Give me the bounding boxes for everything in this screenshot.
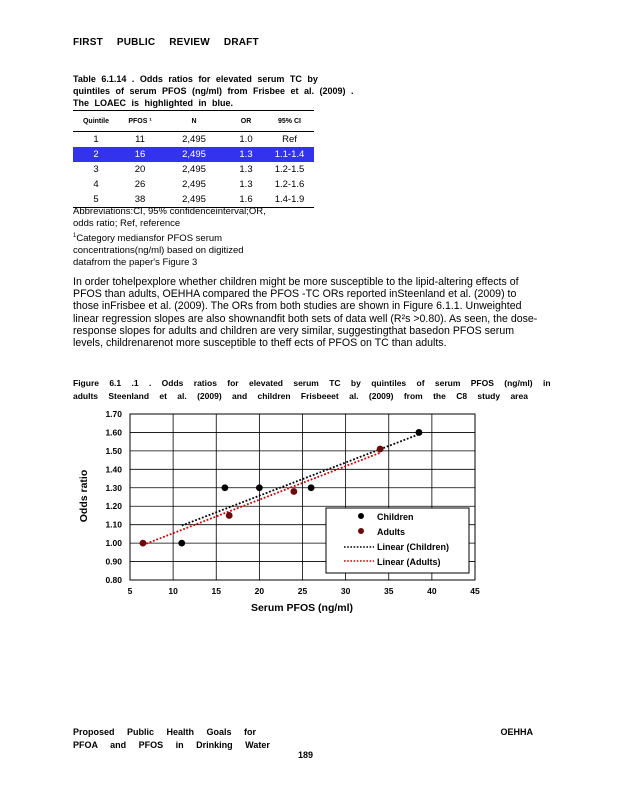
table-abbreviations bbox=[73, 206, 303, 269]
y-tick-label: 1.70 bbox=[105, 409, 122, 419]
body-paragraph: In order tohelpexplore whether children might be more susceptible to the lipid-altering effects of PFOS than adults, OEHHA compared the PFOS -TC ORs reported inSteenland et al. (2009) to those inFrisbee et al. (2009). The ORs from both studies are shown in Figure 6.1.1. Unweighted linear regression slopes are also shownandfit both sets of data well (R²s >0.80). As seen, the dose-response slopes for adults and children are very similar, suggestingthat basedon PFOS serum levels, childrenarenot more susceptible to theff ects of PFOS on TC than adults. bbox=[73, 276, 538, 350]
table-cell: Ref bbox=[282, 134, 297, 145]
legend-label-linear-adults: Linear (Adults) bbox=[377, 557, 441, 567]
column-header: Quintile bbox=[73, 111, 119, 132]
figure-caption-line: adults Steenland et al. (2009) and children Frisbeeet al. (2009) from the C8 study area bbox=[73, 391, 528, 401]
legend-marker-children bbox=[358, 513, 364, 519]
abbreviation-line: odds ratio; Ref, reference bbox=[73, 218, 181, 229]
x-tick-label: 20 bbox=[254, 586, 265, 596]
table-cell: 1.3 bbox=[239, 179, 253, 190]
footer-left-line: Proposed Public Health Goals for bbox=[73, 727, 257, 737]
table-row bbox=[73, 132, 314, 148]
table-row bbox=[73, 162, 314, 177]
footnote-marker: 1 bbox=[73, 233, 77, 239]
data-point-adults bbox=[290, 488, 297, 495]
table-cell: 1.1-1.4 bbox=[265, 147, 314, 162]
legend-label-adults: Adults bbox=[377, 527, 405, 537]
chart-legend bbox=[326, 508, 469, 573]
y-tick-label: 1.30 bbox=[105, 482, 122, 493]
table-header-row bbox=[73, 111, 314, 132]
data-point-children bbox=[221, 484, 228, 491]
abbreviation-line: concentrations(ng/ml) based on digitized bbox=[73, 245, 244, 257]
table-caption-line: quintiles of serum PFOS (ng/ml) from Frisbee et al. (2009) . bbox=[73, 86, 354, 96]
table-cell: 1 bbox=[93, 134, 99, 145]
table-cell: 3 bbox=[93, 164, 99, 175]
table-caption-line: Table 6.1.14 . Odds ratios for elevated serum TC by bbox=[73, 74, 318, 84]
column-header: N bbox=[161, 111, 227, 132]
table-row bbox=[73, 177, 314, 192]
column-header: OR bbox=[227, 111, 265, 132]
table-cell: 1.6 bbox=[227, 192, 265, 208]
x-tick-label: 30 bbox=[340, 586, 351, 596]
y-tick-label: 0.90 bbox=[105, 556, 122, 567]
figure-caption bbox=[73, 377, 551, 403]
y-tick-label: 1.20 bbox=[105, 501, 122, 512]
table-cell: 1.4-1.9 bbox=[265, 192, 314, 208]
abbreviation-line: datafrom the paper's Figure 3 bbox=[73, 257, 198, 269]
x-axis-tick-labels bbox=[128, 586, 480, 596]
y-tick-label: 1.40 bbox=[105, 464, 122, 475]
abbreviation-line: Abbreviations:CI, 95% confidenceinterval;OR, bbox=[73, 206, 266, 217]
table-cell: 11 bbox=[135, 134, 145, 145]
document-header: FIRST PUBLIC REVIEW DRAFT bbox=[73, 37, 259, 48]
y-axis-tick-labels bbox=[105, 409, 122, 585]
x-tick-label: 5 bbox=[127, 586, 133, 596]
data-point-children bbox=[308, 484, 315, 491]
x-tick-label: 15 bbox=[211, 586, 221, 596]
table-cell: 20 bbox=[134, 164, 146, 175]
y-tick-label: 1.00 bbox=[105, 538, 122, 549]
table-cell: 1.0 bbox=[239, 134, 253, 145]
figure-caption-line: Figure 6.1 .1 . Odds ratios for elevated serum TC by quintiles of serum PFOS (ng/ml) in bbox=[73, 378, 551, 388]
legend-label-children: Children bbox=[377, 512, 414, 522]
table-caption bbox=[73, 73, 403, 109]
page-footer bbox=[73, 726, 533, 752]
data-point-children bbox=[416, 429, 423, 436]
legend-label-linear-children: Linear (Children) bbox=[377, 542, 450, 552]
y-tick-label: 1.50 bbox=[105, 445, 122, 456]
x-tick-label: 25 bbox=[297, 586, 308, 596]
y-tick-label: 1.60 bbox=[105, 427, 122, 438]
table-cell: 2,495 bbox=[182, 179, 206, 190]
footer-agency: OEHHA bbox=[500, 727, 533, 737]
table-cell: 5 bbox=[73, 192, 119, 208]
table-cell: 2,495 bbox=[182, 134, 206, 145]
table-cell: 4 bbox=[93, 179, 99, 190]
table-cell: 2,495 bbox=[182, 164, 206, 175]
x-tick-label: 45 bbox=[470, 586, 480, 596]
legend-marker-adults bbox=[358, 528, 364, 534]
data-point-adults bbox=[140, 540, 147, 547]
data-point-adults bbox=[226, 512, 233, 519]
y-tick-label: 0.80 bbox=[105, 575, 122, 585]
table-cell: 38 bbox=[119, 192, 161, 208]
table-cell: 2 bbox=[73, 147, 119, 162]
y-tick-label: 1.10 bbox=[105, 519, 122, 530]
footnote-text: Category mediansfor PFOS serum bbox=[76, 233, 223, 245]
odds-ratio-table bbox=[73, 110, 314, 208]
table-cell: 16 bbox=[119, 147, 161, 162]
x-tick-label: 35 bbox=[384, 586, 394, 596]
table-cell: 1.3 bbox=[239, 164, 253, 175]
column-header: PFOS ¹ bbox=[119, 111, 161, 132]
data-point-children bbox=[178, 540, 185, 547]
table-cell: 26 bbox=[134, 179, 146, 190]
x-axis-label: Serum PFOS (ng/ml) bbox=[250, 602, 354, 614]
data-point-adults bbox=[377, 446, 384, 453]
page-number: 189 bbox=[298, 750, 314, 760]
x-tick-label: 40 bbox=[427, 586, 437, 596]
y-axis-label: Odds ratio bbox=[78, 469, 90, 523]
footnote-line bbox=[73, 230, 303, 245]
table-cell: 1.3 bbox=[227, 147, 265, 162]
table-row-loaec-highlighted bbox=[73, 147, 314, 162]
table-cell: 2,495 bbox=[161, 147, 227, 162]
table-cell: 1.2-1.6 bbox=[274, 179, 305, 190]
column-header: 95% CI bbox=[265, 111, 314, 132]
footer-left-line: PFOA and PFOS in Drinking Water bbox=[73, 740, 270, 750]
odds-ratio-chart bbox=[70, 402, 490, 627]
table-cell: 1.2-1.5 bbox=[274, 164, 305, 175]
table-cell: 2,495 bbox=[161, 192, 227, 208]
table-caption-line: The LOAEC is highlighted in blue. bbox=[73, 98, 233, 108]
x-tick-label: 10 bbox=[168, 586, 178, 596]
data-point-children bbox=[256, 484, 263, 491]
